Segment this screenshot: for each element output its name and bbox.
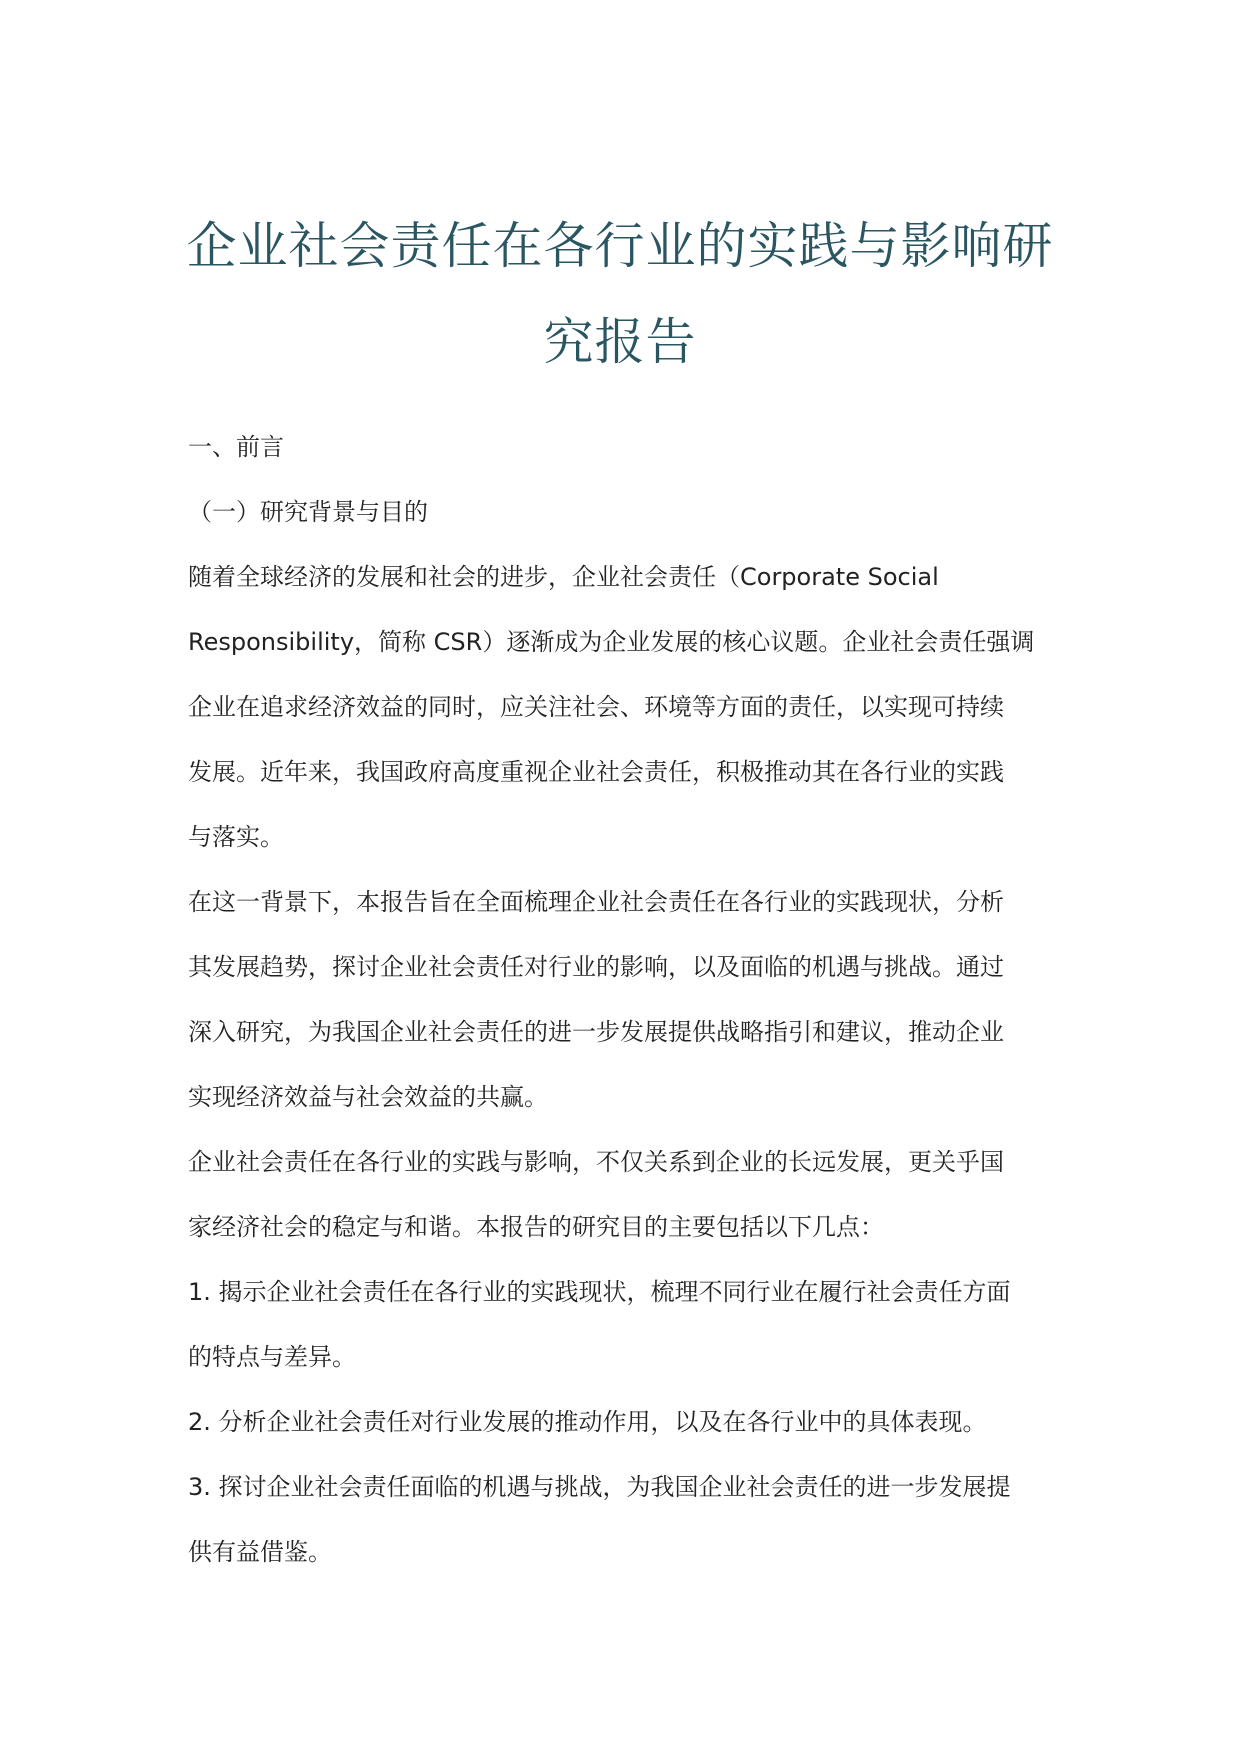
- paragraph-line: 与落实。: [188, 823, 284, 851]
- paragraph-line: 其发展趋势，探讨企业社会责任对行业的影响，以及面临的机遇与挑战。通过: [188, 953, 1004, 981]
- list-item-line: 2. 分析企业社会责任对行业发展的推动作用，以及在各行业中的具体表现。: [188, 1408, 987, 1436]
- paragraph-objectives-intro: [188, 1130, 1056, 1260]
- paragraph-line: 在这一背景下，本报告旨在全面梳理企业社会责任在各行业的实践现状，分析: [188, 888, 1004, 916]
- list-item: [188, 1260, 1056, 1390]
- section-heading: 一、前言: [188, 433, 284, 461]
- paragraph-line: 实现经济效益与社会效益的共赢。: [188, 1083, 548, 1111]
- list-item-line: 1. 揭示企业社会责任在各行业的实践现状，梳理不同行业在履行社会责任方面: [188, 1278, 1011, 1306]
- paragraph-line: 企业社会责任在各行业的实践与影响，不仅关系到企业的长远发展，更关乎国: [188, 1148, 1004, 1176]
- subsection-heading: （一）研究背景与目的: [188, 498, 428, 526]
- paragraph-line: 家经济社会的稳定与和谐。本报告的研究目的主要包括以下几点：: [188, 1213, 884, 1241]
- numbered-list: [188, 1260, 1056, 1585]
- paragraph-background: [188, 545, 1056, 870]
- paragraph-line: 随着全球经济的发展和社会的进步，企业社会责任（Corporate Social: [188, 563, 939, 591]
- paragraph-line: 深入研究，为我国企业社会责任的进一步发展提供战略指引和建议，推动企业: [188, 1018, 1004, 1046]
- list-item-line: 3. 探讨企业社会责任面临的机遇与挑战，为我国企业社会责任的进一步发展提: [188, 1473, 1011, 1501]
- document-body: [188, 415, 1056, 1585]
- paragraph-line: Responsibility，简称 CSR）逐渐成为企业发展的核心议题。企业社会责任强调: [188, 628, 1035, 656]
- paragraph-purpose: [188, 870, 1056, 1130]
- title-line-1: 企业社会责任在各行业的实践与影响研: [186, 217, 1054, 275]
- list-item-line: 的特点与差异。: [188, 1343, 356, 1371]
- list-item: [188, 1455, 1056, 1585]
- list-item-line: 供有益借鉴。: [188, 1538, 332, 1566]
- paragraph-line: 企业在追求经济效益的同时，应关注社会、环境等方面的责任，以实现可持续: [188, 693, 1004, 721]
- title-line-2: 究报告: [543, 313, 697, 371]
- list-item: [188, 1390, 1056, 1455]
- paragraph-line: 发展。近年来，我国政府高度重视企业社会责任，积极推动其在各行业的实践: [188, 758, 1004, 786]
- document-title: [150, 198, 1090, 390]
